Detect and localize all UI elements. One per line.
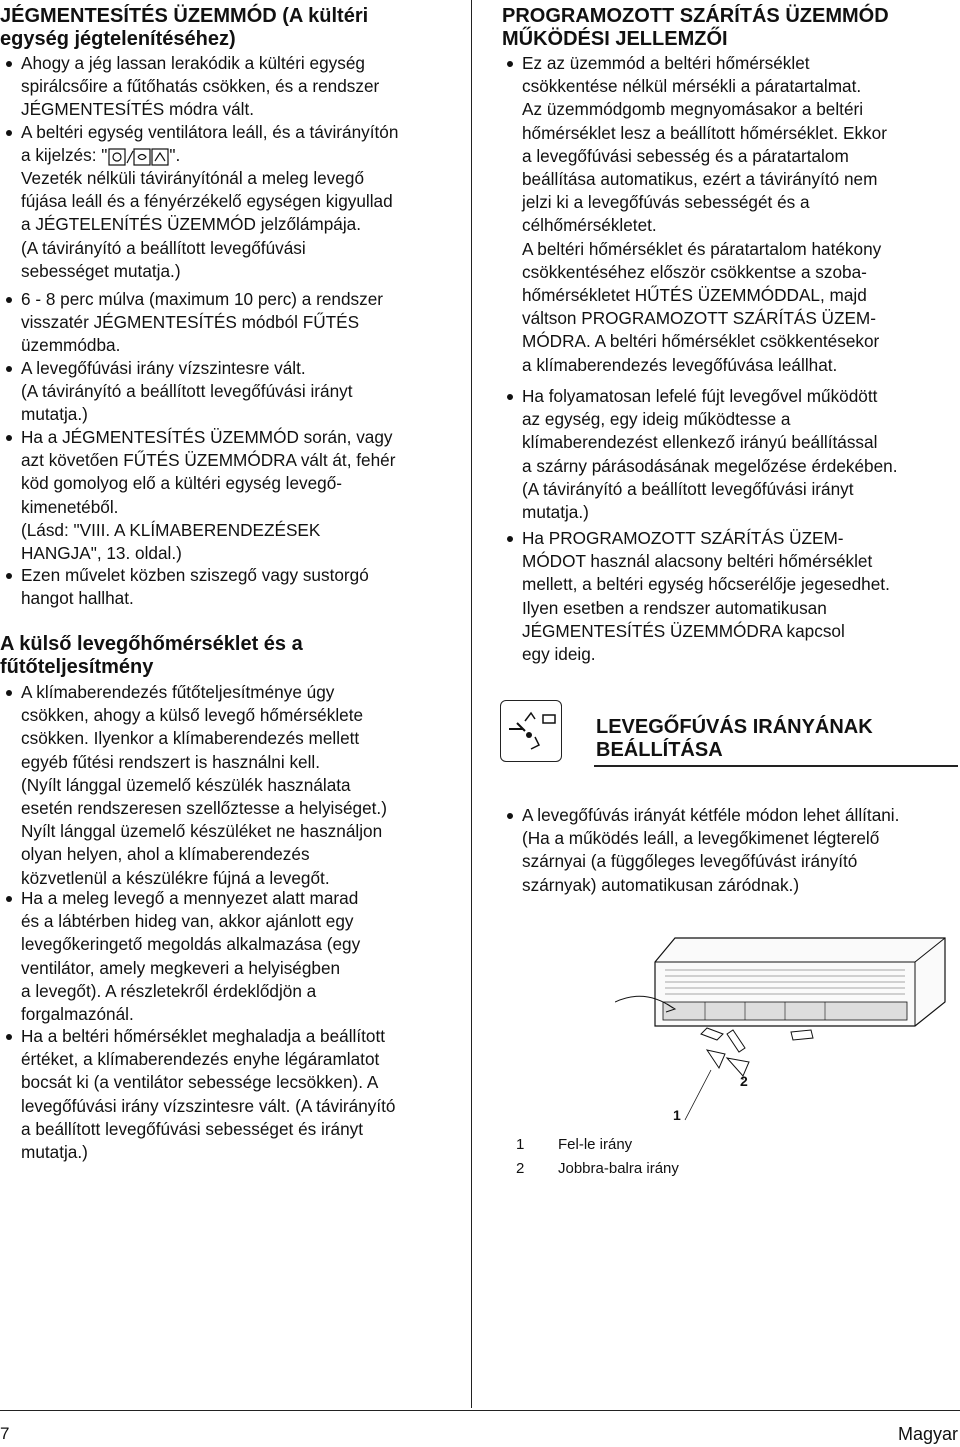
heating-bullet-2: Ha a meleg levegő a mennyezet alatt marad és a lábtérben hideg van, akkor ajánlott egy levegőkeringető megoldás alkalmazása (egy ventilátor, amely megkeveri a helyiségben a levegőt). A részletekről érdeklődjön a forgalmazónál. — [21, 887, 360, 1026]
heating-heading: A külső levegőhőmérséklet és a fűtőteljesítmény — [0, 633, 303, 678]
defrost-display-icon — [107, 148, 169, 166]
defrost-bullet-1: Ahogy a jég lassan lerakódik a kültéri egység spirálcsőire a fűtőhatás csökken, és a rendszer JÉGMENTESÍTÉS módra vált. — [21, 52, 379, 122]
airflow-bullet-1: A levegőfúvás irányát kétféle módon lehet állítani. (Ha a működés leáll, a levegőkimenet légterelő szárnyai (a függőleges levegőfúvást irányító szárnyak) automatikusan záródnak.) — [522, 804, 899, 897]
airflow-heading: LEVEGŐFÚVÁS IRÁNYÁNAK BEÁLLÍTÁSA — [596, 716, 873, 761]
defrost-bullet-2-text-a: A beltéri egység ventilátora leáll, és a távirányítón a kijelzés: " — [21, 122, 399, 166]
defrost-bullet-4: A levegőfúvási irány vízszintesre vált. (A távirányító a beállított levegőfúvási irányt mutatja.) — [21, 357, 353, 427]
defrost-bullet-3: 6 - 8 perc múlva (maximum 10 perc) a rendszer visszatér JÉGMENTESÍTÉS módból FŰTÉS üzemmódba. — [21, 288, 383, 358]
airflow-heading-underline — [594, 765, 958, 767]
defrost-bullet-5: Ha a JÉGMENTESÍTÉS ÜZEMMÓD során, vagy azt követően FŰTÉS ÜZEMMÓDRA vált át, fehér köd gomolyog elő a kültéri egység levegő- kimenetéből. (Lásd: "VIII. A KLÍMABERENDEZÉSEK HANGJA", 13. oldal.) — [21, 426, 395, 565]
legend-text-2: Jobbra-balra irány — [558, 1160, 679, 1177]
defrost-bullet-2-cont: Vezeték nélküli távirányítónál a meleg levegő fújása leáll és a fényérzékelő egységen kigyullad a JÉGTELENÍTÉS ÜZEMMÓD jelzőlámpája. (A távirányító a beállított levegőfúvási sebességet mutatja.) — [21, 168, 393, 281]
dry-heading: PROGRAMOZOTT SZÁRÍTÁS ÜZEMMÓD MŰKÖDÉSI JELLEMZŐI — [502, 5, 889, 50]
air-conditioner-illustration — [615, 930, 960, 1130]
legend-text-1: Fel-le irány — [558, 1136, 633, 1153]
figure-label-2: 2 — [740, 1073, 748, 1089]
dry-bullet-1: Ez az üzemmód a beltéri hőmérséklet csökkentése nélkül mérsékli a páratartalmat. Az üzemmódgomb megnyomásakor a beltéri hőmérséklet lesz a beállított hőmérséklet. Ekkor a levegőfúvási sebesség és a páratartalom beállítása automatikus, ezért a távirányító nem jelzi ki a levegőfúvás sebességét és a célhőmérsékletet. A beltéri hőmérséklet és páratartalom hatékony csökkentéséhez először csökkentse a szoba- hőmérsékletet HŰTÉS ÜZEMMÓDDAL, majd váltson PROGRAMOZOTT SZÁRÍTÁS ÜZEM- MÓDRA. A beltéri hőmérséklet csökkentésekor a klímaberendezés levegőfúvása leállhat. — [522, 52, 887, 377]
column-divider — [471, 0, 472, 1408]
heating-bullet-1: A klímaberendezés fűtőteljesítménye úgy csökken, ahogy a külső levegő hőmérséklete csökken. Ilyenkor a klímaberendezés mellett egyéb fűtési rendszert is használni kell. (Nyílt lánggal üzemelő készülék használata esetén rendszeresen szellőztesse a helyiséget.) Nyílt lánggal üzemelő készüléket ne használjon olyan helyen, ahol a klímaberendezés közvetlenül a készülékre fújná a levegőt. — [21, 681, 387, 890]
defrost-bullet-2 — [21, 121, 398, 167]
defrost-heading: JÉGMENTESÍTÉS ÜZEMMÓD (A kültéri egység jégtelenítéséhez) — [0, 5, 369, 50]
legend-num-1: 1 — [516, 1136, 525, 1153]
defrost-bullet-2-text-b: ". — [169, 145, 181, 166]
figure-label-1: 1 — [673, 1107, 681, 1123]
airflow-direction-icon — [500, 700, 562, 762]
footer-rule — [0, 1410, 960, 1411]
legend-num-2: 2 — [516, 1160, 525, 1177]
dry-bullet-2: Ha folyamatosan lefelé fújt levegővel működött az egység, egy ideig működtesse a klímaberendezést ellenkező irányú beállítással a szárny párásodásának megelőzése érdekében. (A távirányító a beállított levegőfúvási irányt mutatja.) — [522, 385, 898, 524]
dry-bullet-3: Ha PROGRAMOZOTT SZÁRÍTÁS ÜZEM- MÓDOT használ alacsony beltéri hőmérséklet mellett, a beltéri egység hőcserélője jegesedhet. Ilyen esetben a rendszer automatikusan JÉGMENTESÍTÉS ÜZEMMÓDRA kapcsol egy ideig. — [522, 527, 890, 666]
heating-bullet-3: Ha a beltéri hőmérséklet meghaladja a beállított értéket, a klímaberendezés enyhe légáramlatot bocsát ki (a ventilátor sebessége lecsökken). A levegőfúvási irány vízszintesre vált. (A távirányító a beállított levegőfúvási sebességet és irányt mutatja.) — [21, 1025, 395, 1164]
defrost-bullet-6: Ezen művelet közben sziszegő vagy sustorgó hangot hallhat. — [21, 564, 369, 610]
footer-language: Magyar — [897, 1424, 958, 1444]
page-number: 7 — [0, 1424, 10, 1443]
